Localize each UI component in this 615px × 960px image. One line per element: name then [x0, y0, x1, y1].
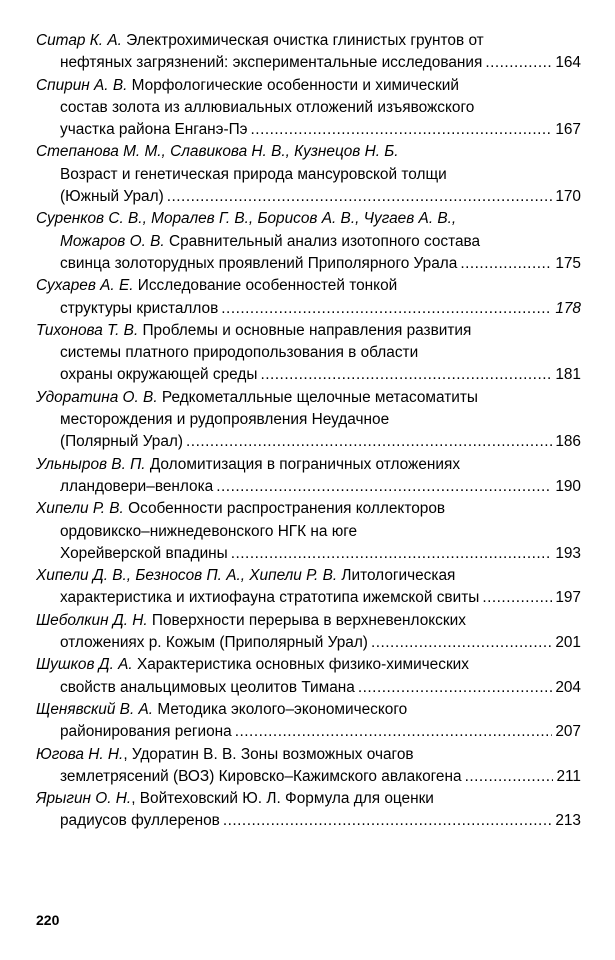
entry-title: лландовери–венлока: [60, 477, 214, 495]
toc-entry: [36, 454, 581, 499]
entry-title: Литологическая: [337, 567, 456, 585]
entry-title: районирования региона: [60, 723, 232, 741]
entry-page-number: 193: [555, 544, 581, 562]
entry-title: Поверхности перерыва в верхневенлокских: [147, 611, 466, 629]
entry-authors: Шушков Д. А.: [36, 656, 133, 674]
toc-entry: [36, 788, 581, 833]
leader-dots: [371, 632, 552, 654]
entry-title: радиусов фуллеренов: [60, 812, 220, 830]
entry-text: [60, 409, 389, 431]
leader-dots: [221, 298, 552, 320]
entry-title: Хорейверской впадины: [60, 544, 228, 562]
leader-dots: [235, 721, 553, 743]
entry-text: [60, 119, 248, 141]
toc-line: [36, 632, 581, 654]
entry-authors: Ульныров В. П.: [36, 455, 146, 473]
entry-text: [36, 30, 484, 52]
entry-text: [60, 677, 355, 699]
entry-title: свойств анальцимовых цеолитов Тимана: [60, 678, 355, 696]
entry-title: (Полярный Урал): [60, 433, 184, 451]
toc-entry: [36, 275, 581, 320]
entry-authors: Ситар К. А.: [36, 32, 122, 49]
entry-page-number: 181: [555, 366, 581, 384]
entry-text: [60, 52, 482, 74]
toc-line: [36, 498, 581, 520]
entry-title: Доломитизация в пограничных отложениях: [145, 455, 461, 473]
toc-line: [36, 565, 581, 587]
toc-line: [36, 409, 581, 431]
entry-title: Проблемы и основные направления развития: [138, 321, 472, 339]
leader-dots: [358, 677, 552, 699]
entry-title: характеристика и ихтиофауна стратотипа ижемской свиты: [60, 589, 480, 607]
entry-text: [60, 253, 457, 275]
toc-line: [36, 364, 581, 386]
entry-authors: Степанова М. М., Славикова Н. В., Кузнецов Н. Б.: [36, 143, 399, 161]
toc-line: [36, 699, 581, 721]
entry-page-number: 201: [555, 634, 581, 652]
entry-title: , Удоратин В. В. Зоны возможных очагов: [123, 745, 414, 763]
entry-page-number: 213: [555, 812, 581, 830]
entry-page-number: 204: [555, 678, 581, 696]
toc-entry: [36, 75, 581, 142]
entry-title: структуры кристаллов: [60, 299, 219, 317]
entry-text: [36, 387, 478, 409]
toc-entry: [36, 208, 581, 275]
toc-line: [36, 253, 581, 275]
entry-authors: Щенявский В. А.: [36, 700, 154, 718]
entry-text: [36, 654, 469, 676]
entry-title: свинца золоторудных проявлений Приполярного Урала: [60, 254, 458, 272]
toc-line: [36, 810, 581, 832]
entry-authors: Тихонова Т. В.: [36, 321, 139, 339]
entry-title: Исследование особенностей тонкой: [133, 277, 398, 295]
entry-text: [60, 721, 232, 743]
entry-page-number: 207: [555, 723, 581, 741]
entry-text: [36, 141, 399, 163]
toc-line: [36, 186, 581, 208]
toc-line: [36, 766, 581, 788]
entry-title: Характеристика основных физико-химических: [132, 656, 469, 674]
toc-line: [36, 208, 581, 230]
entry-authors: Спирин А. В.: [36, 76, 128, 94]
entry-page-number: 190: [555, 477, 581, 495]
toc-line: [36, 119, 581, 141]
entry-text: [36, 699, 407, 721]
entry-page-number: 197: [555, 589, 581, 607]
entry-page-number: 178: [555, 299, 581, 317]
leader-dots: [223, 810, 552, 832]
entry-authors: Шеболкин Д. Н.: [36, 611, 148, 629]
entry-text: [60, 298, 218, 320]
entry-text: [60, 587, 479, 609]
toc-line: [36, 387, 581, 409]
entry-page-number: 211: [556, 767, 581, 785]
entry-authors: Хипели Д. В., Безносов П. А., Хипели Р. В.: [36, 567, 338, 585]
entry-title: состав золота из аллювиальных отложений изъявожского: [60, 98, 475, 116]
toc-line: [36, 320, 581, 342]
toc-line: [36, 52, 581, 74]
leader-dots: [167, 186, 553, 208]
toc-line: [36, 231, 581, 253]
entry-authors: Хипели Р. В.: [36, 500, 124, 518]
toc-entry: [36, 565, 581, 610]
entry-text: [36, 320, 471, 342]
entry-text: [60, 164, 447, 186]
toc-entry: [36, 654, 581, 699]
toc-entry: [36, 498, 581, 565]
leader-dots: [216, 476, 552, 498]
leader-dots: [231, 543, 553, 565]
entry-text: [36, 610, 466, 632]
toc-line: [36, 298, 581, 320]
entry-text: [36, 788, 434, 810]
entry-text: [36, 498, 445, 520]
toc-line: [36, 587, 581, 609]
entry-authors: Югова Н. Н.: [36, 745, 124, 763]
entry-text: [60, 364, 257, 386]
entry-title: Морфологические особенности и химический: [127, 76, 459, 94]
entry-page-number: 175: [555, 254, 581, 272]
entry-title: нефтяных загрязнений: экспериментальные исследования: [60, 54, 483, 72]
toc-line: [36, 97, 581, 119]
leader-dots: [251, 119, 553, 141]
entry-title: охраны окружающей среды: [60, 366, 258, 384]
entry-authors: Сухарев А. Е.: [36, 277, 134, 295]
toc-line: [36, 141, 581, 163]
entry-text: [36, 565, 455, 587]
entry-page-number: 170: [555, 188, 581, 206]
toc-entry: [36, 30, 581, 75]
leader-dots: [186, 431, 552, 453]
entry-text: [60, 476, 213, 498]
toc-line: [36, 610, 581, 632]
toc-line: [36, 476, 581, 498]
toc-line: [36, 744, 581, 766]
toc-entry: [36, 744, 581, 789]
entry-title: отложениях р. Кожым (Приполярный Урал): [60, 634, 368, 652]
toc-line: [36, 721, 581, 743]
toc-line: [36, 454, 581, 476]
entry-page-number: 186: [555, 433, 581, 451]
toc-line: [36, 543, 581, 565]
leader-dots: [465, 766, 554, 788]
entry-text: [60, 186, 164, 208]
entry-text: [36, 208, 456, 230]
toc-entry: [36, 610, 581, 655]
toc-entry: [36, 141, 581, 208]
entry-text: [36, 275, 397, 297]
toc-entry: [36, 387, 581, 454]
toc-line: [36, 677, 581, 699]
entry-text: [60, 632, 368, 654]
toc-entry: [36, 699, 581, 744]
entry-text: [60, 521, 357, 543]
entry-text: [60, 342, 418, 364]
toc-entry: [36, 320, 581, 387]
toc-line: [36, 521, 581, 543]
entry-title: месторождения и рудопроявления Неудачное: [60, 411, 390, 429]
entry-text: [36, 454, 460, 476]
toc-line: [36, 164, 581, 186]
entry-authors: Можаров О. В.: [60, 232, 165, 250]
entry-title: Сравнительный анализ изотопного состава: [164, 232, 481, 250]
entry-text: [60, 431, 183, 453]
entry-text: [60, 766, 462, 788]
entry-title: Редкометалльные щелочные метасоматиты: [157, 388, 478, 406]
entry-text: [36, 744, 414, 766]
leader-dots: [482, 587, 552, 609]
toc-line: [36, 275, 581, 297]
entry-title: (Южный Урал): [60, 188, 164, 206]
entry-authors: Суренков С. В., Моралев Г. В., Борисов А. В., Чугаев А. В.,: [36, 210, 457, 228]
toc-line: [36, 342, 581, 364]
entry-text: [36, 75, 459, 97]
toc-line: [36, 788, 581, 810]
entry-title: ордовикско–нижнедевонского НГК на юге: [60, 522, 358, 540]
page-number: 220: [36, 912, 60, 928]
entry-title: , Войтеховский Ю. Л. Формула для оценки: [131, 790, 434, 808]
leader-dots: [460, 253, 552, 275]
entry-text: [60, 543, 228, 565]
toc-line: [36, 431, 581, 453]
entry-page-number: 167: [555, 121, 581, 139]
entry-page-number: 164: [555, 54, 581, 72]
entry-text: [60, 810, 220, 832]
entry-authors: Ярыгин О. Н.: [36, 790, 132, 808]
entry-title: системы платного природопользования в области: [60, 344, 419, 362]
toc-line: [36, 30, 581, 52]
entry-title: Возраст и генетическая природа мансуровской толщи: [60, 165, 447, 183]
entry-authors: Удоратина О. В.: [36, 388, 158, 406]
entry-title: землетрясений (ВОЗ) Кировско–Кажимского авлакогена: [60, 767, 462, 785]
leader-dots: [485, 52, 552, 74]
entry-text: [60, 97, 474, 119]
entry-title: Особенности распространения коллекторов: [123, 500, 446, 518]
entry-title: Электрохимическая очистка глинистых грунтов от: [121, 32, 484, 49]
toc-line: [36, 75, 581, 97]
entry-text: [60, 231, 480, 253]
entry-title: Методика эколого–экономического: [153, 700, 408, 718]
leader-dots: [260, 364, 552, 386]
table-of-contents: [36, 30, 581, 833]
entry-title: участка района Енганэ-Пэ: [60, 121, 248, 139]
toc-line: [36, 654, 581, 676]
